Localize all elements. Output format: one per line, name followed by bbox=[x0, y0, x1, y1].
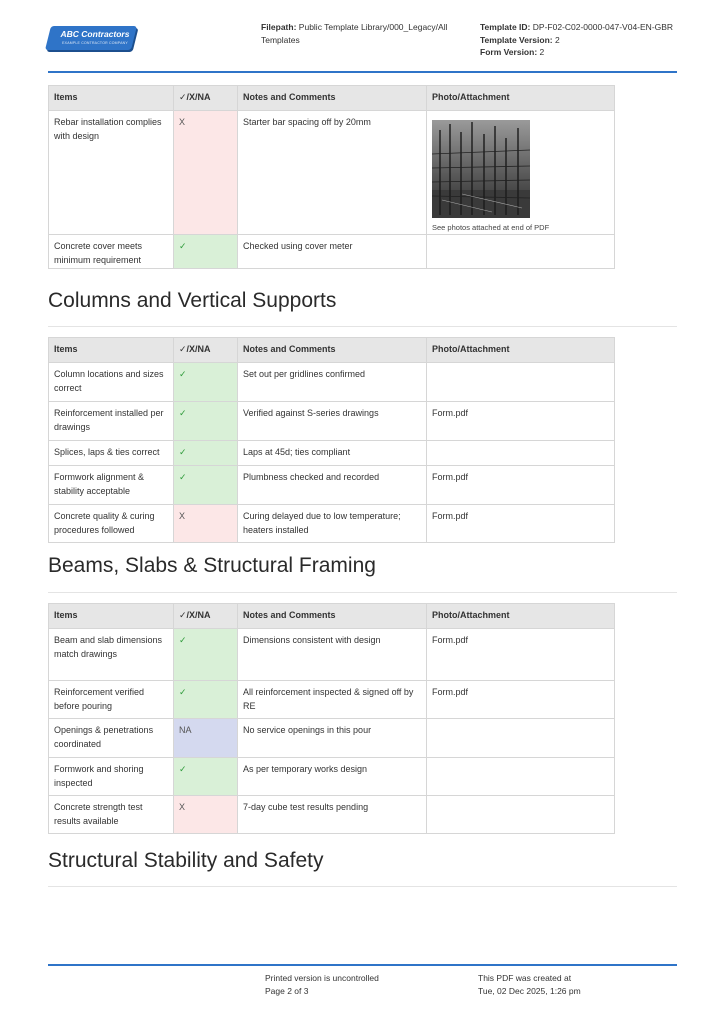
section-divider bbox=[48, 326, 677, 327]
template-version-label: Template Version: bbox=[480, 34, 553, 45]
table-row bbox=[49, 505, 615, 543]
col-photo: Photo/Attachment bbox=[427, 338, 615, 363]
table-header-row bbox=[49, 338, 615, 363]
col-photo: Photo/Attachment bbox=[427, 604, 615, 629]
rebar-checklist-table bbox=[48, 85, 615, 269]
filepath-label: Filepath: bbox=[261, 22, 297, 32]
attachment-cell[interactable] bbox=[427, 441, 615, 466]
filepath-value: Public Template Library/000_Legacy/All Templates bbox=[261, 22, 448, 45]
table-row bbox=[49, 719, 615, 758]
attachment-cell bbox=[427, 235, 615, 269]
status-cell: ✓ bbox=[174, 681, 238, 719]
notes-cell: Checked using cover meter bbox=[238, 235, 427, 269]
status-cell: ✓ bbox=[174, 758, 238, 796]
section-title-columns: Columns and Vertical Supports bbox=[48, 289, 337, 312]
created-value: Tue, 02 Dec 2025, 1:26 pm bbox=[478, 985, 581, 996]
section-divider bbox=[48, 886, 677, 887]
attachment-cell[interactable]: Form.pdf bbox=[427, 629, 615, 681]
rebar-site-photo[interactable] bbox=[432, 120, 530, 218]
form-version-value: 2 bbox=[539, 47, 545, 57]
photo-cell bbox=[427, 111, 615, 235]
item-cell: Splices, laps & ties correct bbox=[49, 441, 174, 466]
notes-cell: No service openings in this pour bbox=[238, 719, 427, 758]
header-rule bbox=[48, 71, 677, 73]
col-status: ✓/X/NA bbox=[174, 86, 238, 111]
status-cell: X bbox=[174, 796, 238, 834]
notes-cell: All reinforcement inspected & signed off by RE bbox=[238, 681, 427, 719]
company-logo bbox=[48, 26, 140, 50]
col-status: ✓/X/NA bbox=[174, 338, 238, 363]
status-cell: ✓ bbox=[174, 466, 238, 505]
item-cell: Reinforcement installed per drawings bbox=[49, 402, 174, 441]
form-version-label: Form Version: bbox=[480, 47, 538, 57]
table-row bbox=[49, 758, 615, 796]
item-cell: Concrete strength test results available bbox=[49, 796, 174, 834]
logo-name: ABC Contractors bbox=[60, 29, 130, 39]
attachment-cell[interactable] bbox=[427, 363, 615, 402]
col-notes: Notes and Comments bbox=[238, 604, 427, 629]
notes-cell: As per temporary works design bbox=[238, 758, 427, 796]
footer-right bbox=[478, 972, 581, 997]
table-header-row bbox=[49, 86, 615, 111]
item-cell: Concrete quality & curing procedures followed bbox=[49, 505, 174, 543]
notes-cell: 7-day cube test results pending bbox=[238, 796, 427, 834]
item-cell: Concrete cover meets minimum requirement bbox=[49, 235, 174, 269]
attachment-cell[interactable]: Form.pdf bbox=[427, 402, 615, 441]
item-cell: Rebar installation complies with design bbox=[49, 111, 174, 235]
notes-cell: Dimensions consistent with design bbox=[238, 629, 427, 681]
status-cell: ✓ bbox=[174, 441, 238, 466]
filepath-block bbox=[261, 21, 461, 46]
photo-caption: See photos attached at end of PDF bbox=[432, 223, 550, 232]
table-row bbox=[49, 629, 615, 681]
table-row bbox=[49, 681, 615, 719]
columns-checklist-table bbox=[48, 337, 615, 543]
template-id-value: DP-F02-C02-0000-047-V04-EN-GBR bbox=[532, 22, 674, 32]
logo-tagline: EXAMPLE CONTRACTOR COMPANY bbox=[62, 41, 128, 45]
beams-checklist-table bbox=[48, 603, 615, 834]
footer-rule bbox=[48, 964, 677, 966]
table-row bbox=[49, 796, 615, 834]
attachment-cell[interactable]: Form.pdf bbox=[427, 505, 615, 543]
status-cell: ✓ bbox=[174, 363, 238, 402]
status-cell: ✓ bbox=[174, 235, 238, 269]
template-meta bbox=[480, 21, 680, 59]
notes-cell: Plumbness checked and recorded bbox=[238, 466, 427, 505]
notes-cell: Set out per gridlines confirmed bbox=[238, 363, 427, 402]
item-cell: Formwork alignment & stability acceptable bbox=[49, 466, 174, 505]
table-row bbox=[49, 441, 615, 466]
col-notes: Notes and Comments bbox=[238, 338, 427, 363]
item-cell: Formwork and shoring inspected bbox=[49, 758, 174, 796]
status-cell: X bbox=[174, 505, 238, 543]
notes-cell: Starter bar spacing off by 20mm bbox=[238, 111, 427, 235]
status-cell: NA bbox=[174, 719, 238, 758]
table-row bbox=[49, 402, 615, 441]
created-label: This PDF was created at bbox=[478, 973, 572, 983]
section-title-beams: Beams, Slabs & Structural Framing bbox=[48, 554, 376, 577]
table-header-row bbox=[49, 604, 615, 629]
item-cell: Reinforcement verified before pouring bbox=[49, 681, 174, 719]
notes-cell: Verified against S-series drawings bbox=[238, 402, 427, 441]
template-version-value: 2 bbox=[554, 34, 560, 45]
col-items: Items bbox=[49, 86, 174, 111]
page-number: Page 2 of 3 bbox=[265, 985, 309, 996]
table-row bbox=[49, 363, 615, 402]
table-row bbox=[49, 466, 615, 505]
item-cell: Column locations and sizes correct bbox=[49, 363, 174, 402]
item-cell: Beam and slab dimensions match drawings bbox=[49, 629, 174, 681]
status-cell: X bbox=[174, 111, 238, 235]
col-photo: Photo/Attachment bbox=[427, 86, 615, 111]
attachment-cell[interactable]: Form.pdf bbox=[427, 466, 615, 505]
template-id-label: Template ID: bbox=[480, 22, 531, 32]
attachment-cell[interactable] bbox=[427, 719, 615, 758]
attachment-cell[interactable] bbox=[427, 796, 615, 834]
item-cell: Openings & penetrations coordinated bbox=[49, 719, 174, 758]
col-items: Items bbox=[49, 338, 174, 363]
uncontrolled-note: Printed version is uncontrolled bbox=[265, 973, 379, 983]
notes-cell: Curing delayed due to low temperature; heaters installed bbox=[238, 505, 427, 543]
col-status: ✓/X/NA bbox=[174, 604, 238, 629]
col-items: Items bbox=[49, 604, 174, 629]
status-cell: ✓ bbox=[174, 402, 238, 441]
status-cell: ✓ bbox=[174, 629, 238, 681]
attachment-cell[interactable] bbox=[427, 758, 615, 796]
table-row bbox=[49, 235, 615, 269]
table-row bbox=[49, 111, 615, 235]
attachment-cell[interactable]: Form.pdf bbox=[427, 681, 615, 719]
col-notes: Notes and Comments bbox=[238, 86, 427, 111]
notes-cell: Laps at 45d; ties compliant bbox=[238, 441, 427, 466]
section-title-stability: Structural Stability and Safety bbox=[48, 849, 324, 872]
section-divider bbox=[48, 592, 677, 593]
footer-left bbox=[265, 972, 379, 997]
